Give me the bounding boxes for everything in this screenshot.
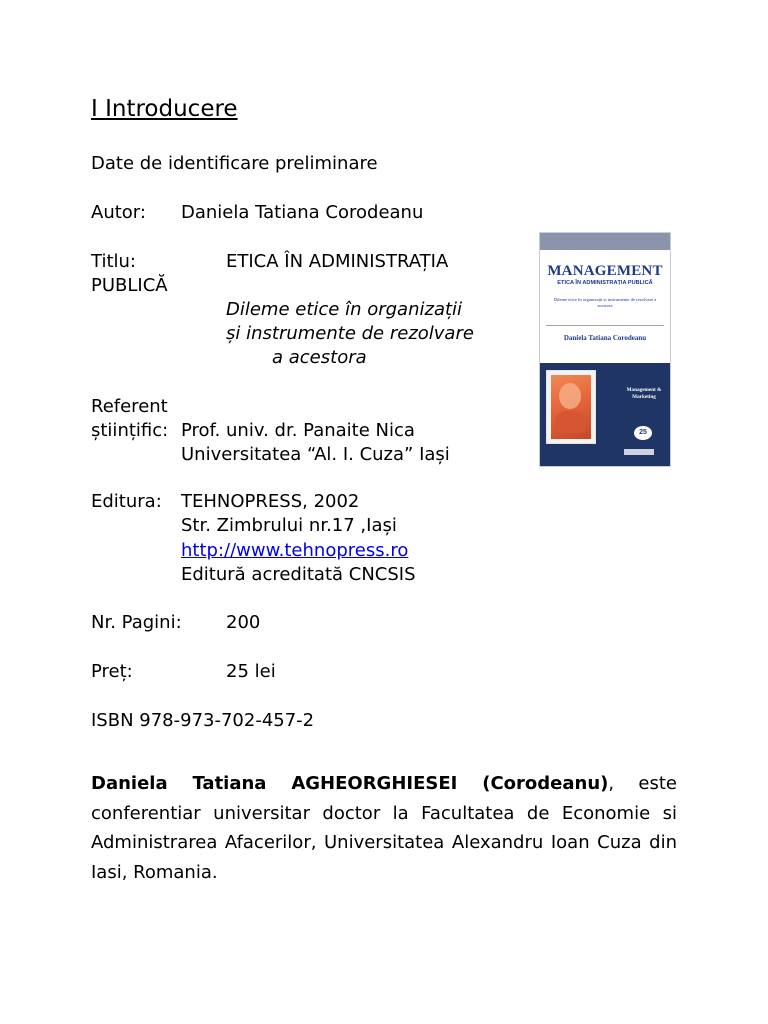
cover-illustration-shape <box>555 411 585 433</box>
author-bio-text: , este conferentiar universitar doctor la Facultatea de Economie si Administrarea Afacerilor, Universitatea Alexandru Ioan Cuza din Iasi, Romania. <box>91 773 677 883</box>
cover-illustration-figure <box>559 383 581 409</box>
author-label: Autor: <box>91 202 146 223</box>
publisher-website-link[interactable]: http://www.tehnopress.ro <box>181 540 409 561</box>
price-label: Preț: <box>91 661 133 682</box>
cover-number-badge: 25 <box>634 426 652 440</box>
cover-divider <box>546 325 664 326</box>
publisher-address: Str. Zimbrului nr.17 ,Iași <box>181 515 397 536</box>
cover-band <box>540 250 670 257</box>
title-main-line2: PUBLICĂ <box>91 275 168 296</box>
publisher-accreditation: Editură acreditată CNCSIS <box>181 564 416 585</box>
cover-series: Management & Marketing <box>626 387 662 400</box>
referent-institution: Universitatea “Al. I. Cuza” Iași <box>181 444 450 465</box>
referent-label-line1: Referent <box>91 396 168 417</box>
cover-tagline: Dileme etice în organizații și instrumente de rezolvare a acestora <box>553 297 657 308</box>
author-value: Daniela Tatiana Corodeanu <box>181 202 424 223</box>
title-sub-line3: a acestora <box>272 347 367 368</box>
cover-brand: MANAGEMENT <box>547 263 663 279</box>
cover-publisher-logo <box>624 449 654 455</box>
price-value: 25 lei <box>226 661 276 682</box>
pages-value: 200 <box>226 612 261 633</box>
cover-subtitle: ETICA ÎN ADMINISTRAȚIA PUBLICĂ <box>557 280 653 286</box>
publisher-label: Editura: <box>91 491 162 512</box>
book-cover-image <box>540 233 670 466</box>
cover-illustration <box>546 370 596 444</box>
referent-label-line2: științific: <box>91 420 169 441</box>
subsection-title: Date de identificare preliminare <box>91 153 378 174</box>
pages-label: Nr. Pagini: <box>91 612 182 633</box>
title-sub-line2: și instrumente de rezolvare <box>226 323 474 344</box>
author-bio-name: Daniela Tatiana AGHEORGHIESEI (Corodeanu) <box>91 773 609 794</box>
title-main-line1: ETICA ÎN ADMINISTRAȚIA <box>226 251 449 272</box>
section-heading: I Introducere <box>91 96 238 122</box>
cover-top-bar <box>540 233 670 250</box>
cover-author: Daniela Tatiana Corodeanu <box>563 334 647 342</box>
title-sub-line1: Dileme etice în organizații <box>226 299 463 320</box>
author-bio <box>91 769 677 887</box>
referent-name: Prof. univ. dr. Panaite Nica <box>181 420 415 441</box>
publisher-name: TEHNOPRESS, 2002 <box>181 491 360 512</box>
isbn: ISBN 978-973-702-457-2 <box>91 710 315 731</box>
title-label: Titlu: <box>91 251 136 272</box>
